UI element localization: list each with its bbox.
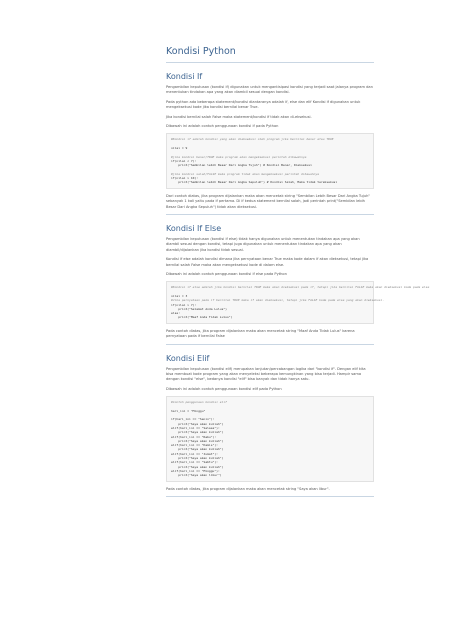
- section-heading: Kondisi If: [166, 72, 203, 81]
- code-line: elif(hari_ini == "Sabtu"):: [171, 460, 218, 465]
- code-line: elif(hari_ini == "Jumat"):: [171, 451, 218, 456]
- code-line: elif(hari_ini == "Kamis"):: [171, 443, 218, 448]
- code-line: print("Saya akan kuliah"): [171, 447, 224, 452]
- paragraph: Pada contoh diatas, jika program dijalankan maka akan mencetak string "Maaf Anda Tidak Lulus" karena pernyataan pada if bernilai False: [166, 328, 355, 339]
- document-page: [166, 46, 430, 506]
- code-line: #Contoh penggunaan kondisi elif: [171, 400, 227, 405]
- section-divider: [166, 344, 374, 345]
- code-line: elif(hari_ini == "Selasa"):: [171, 425, 220, 430]
- code-line: if(nilai < 7):: [171, 158, 197, 163]
- code-line: print("Sembilan lebih Besar Dari Angka Tujuh") # Kondisi Benar, Dieksekusi: [171, 163, 312, 168]
- code-line: #Jika pernyataan pada if bernilai TRUE maka if akan dieksekusi, tetapi jika FALSE kode pada else yang akan dieksekusi.: [171, 298, 385, 303]
- code-line: if(nilai > 10):: [171, 176, 199, 181]
- paragraph: Pengambilan keputusan (kondisi elif) merupakan lanjutan/percabangan logika dari "kondisi if". Dengan elif kita bisa membuat kode program yang akan menyeleksi beberapa kemungkinan yang bisa terjadi. Hampir sama dengan kondisi "else", bedanya kondisi "elif" bisa banyak dan tidak hanya satu.: [166, 366, 366, 382]
- paragraph: Pada python ada beberapa statement/kondisi diantaranya adalah if, else dan elif Kondisi if digunakan untuk mengeksekusi kode jika kondisi bernilai benar True.: [166, 99, 361, 110]
- code-line: print("Sembilan lebih Besar Dari Angka Sepuluh") # Kondisi Salah, Maka tidak tereksekusi: [171, 180, 338, 185]
- code-line: print("Saya akan kuliah"): [171, 464, 224, 469]
- code-line: print("Saya akan kuliah"): [171, 456, 224, 461]
- code-line: print("Saya akan kuliah"): [171, 430, 224, 435]
- paragraph: Dibawah ini adalah contoh penggunaan kondisi elif pada Python: [166, 386, 282, 391]
- sections-container: [166, 72, 430, 497]
- code-line: print("Saya akan libur"): [171, 473, 222, 478]
- code-line: nilai = 3: [171, 293, 188, 298]
- code-line: print("Selamat Anda Lulus"): [171, 306, 227, 311]
- section-divider: [166, 496, 374, 497]
- title-divider: [166, 62, 374, 63]
- code-line: hari_ini = "Minggu": [171, 408, 206, 413]
- code-line: elif(hari_ini == "Minggu"):: [171, 468, 220, 473]
- page-title: Kondisi Python: [166, 46, 236, 57]
- paragraph: Kondisi if else adalah kondisi dimana jika pernyataan benar True maka kode dalam if akan dieksekusi, tetapi jika bernilai salah False maka akan mengeksekusi kode di dalam else.: [166, 257, 369, 267]
- code-line: if(hari_ini == "Senin"):: [171, 417, 215, 422]
- section-heading: Kondisi Elif: [166, 353, 210, 363]
- code-line: elif(hari_ini == "Rabu"):: [171, 434, 217, 439]
- code-line: #jika kondisi benar/TRUE maka program akan mengeksekusi perintah dibawahnya: [171, 154, 307, 159]
- code-block: [166, 133, 374, 188]
- code-line: #jika kondisi salah/FALSE maka program tidak akan mengeksekusi perintah dibawahnya: [171, 171, 320, 176]
- code-line: print("Maaf Anda Tidak Lulus"): [171, 315, 233, 320]
- section-heading: Kondisi If Else: [166, 223, 222, 233]
- paragraph: Dibawah ini adalah contoh penggunaan kondisi if pada Python: [166, 124, 279, 129]
- code-line: if(nilai > 7):: [171, 302, 197, 307]
- paragraph: Jika kondisi bernilai salah False maka statement/kondisi if tidak akan di-eksekusi.: [166, 114, 312, 119]
- paragraph: Pengambilan keputusan (kondisi if) digunakan untuk mengantisipasi kondisi yang terjadi saat jalanya program dan menentukan tindakan apa yang akan diambil sesuai dengan kondisi.: [166, 85, 373, 95]
- code-line: print("Saya akan kuliah"): [171, 421, 224, 426]
- code-line: #Kondisi if adalah kondisi yang akan dieksekusi oleh program jika bernilai benar atau TRUE: [171, 137, 334, 142]
- code-block: [166, 396, 374, 481]
- code-line: nilai = 9: [171, 146, 188, 151]
- code-block: [166, 281, 430, 323]
- section-divider: [166, 214, 374, 215]
- paragraph: Dibawah ini adalah contoh penggunaan kondisi if else pada Python: [166, 271, 287, 276]
- code-line: #Kondisi if else adalah jika kondisi bernilai TRUE maka akan dieksekusi pada if, tetapi jika bernilai FALSE maka akan dieksekusi kode pada else: [171, 285, 430, 290]
- paragraph: Pada contoh diatas, jika program dijalankan maka akan mencetak string "Saya akan libur".: [166, 486, 330, 491]
- code-line: print("Saya akan kuliah"): [171, 438, 224, 443]
- paragraph: Dari contoh diatas, jika program dijalankan maka akan mencetak string "Sembilan Lebih Besar Dari Angka Tujuh" sebanyak 1 kali yaitu pada if pertama. Di if kedua statement bernilai salah, jadi perintah print("Sembilan lebih Besar Dari Angka Sepuluh") tidak akan dieksekusi.: [166, 193, 371, 209]
- code-line: else:: [171, 311, 181, 316]
- paragraph: Pengambilan keputusan (kondisi if else) tidak hanya digunakan untuk menentukan tindakan apa yang akan diambil sesuai dengan kondisi, tetapi juga digunakan untuk menentukan tindakan apa yang akan diambil/dijalankan jika kondisi tidak sesuai.: [166, 236, 360, 252]
